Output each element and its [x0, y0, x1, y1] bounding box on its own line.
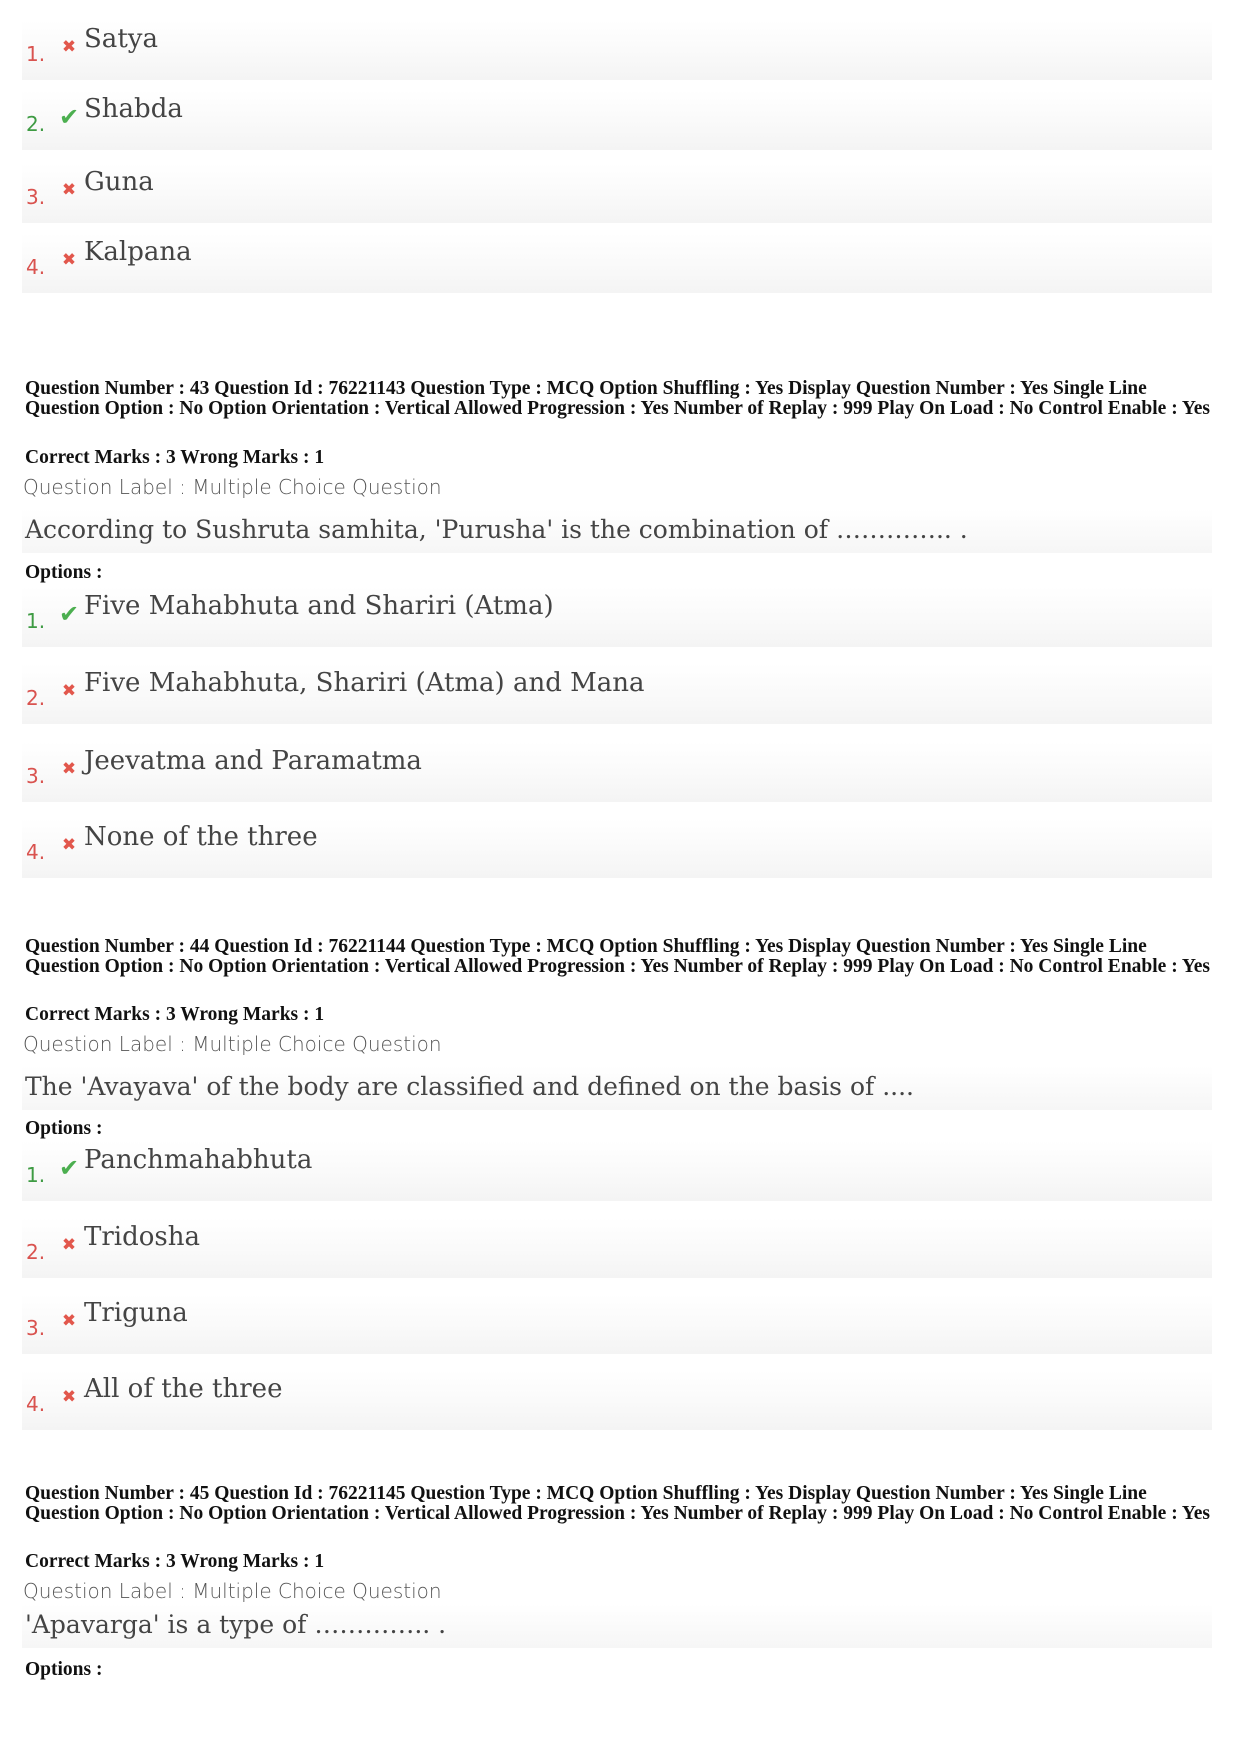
option-number: 1.	[26, 1163, 46, 1187]
option-row	[22, 818, 1212, 878]
option-number: 3.	[26, 1316, 46, 1340]
option-row	[22, 742, 1212, 802]
option-row	[22, 1218, 1212, 1278]
question-label: Question Label : Multiple Choice Question	[23, 1579, 442, 1603]
option-number: 2.	[26, 686, 46, 710]
cross-icon: ✖	[61, 759, 77, 779]
option-text: Triguna	[84, 1298, 188, 1328]
option-number: 4.	[26, 255, 46, 279]
option-row	[22, 1370, 1212, 1430]
option-row	[22, 233, 1212, 293]
question-text: The 'Avayava' of the body are classified and defined on the basis of ....	[25, 1072, 914, 1101]
options-label: Options :	[25, 1659, 103, 1680]
cross-icon: ✖	[61, 1387, 77, 1407]
cross-icon: ✖	[61, 835, 77, 855]
question-text-box	[22, 1604, 1212, 1648]
option-number: 1.	[26, 609, 46, 633]
option-number: 3.	[26, 764, 46, 788]
option-row	[22, 587, 1212, 647]
question-text: 'Apavarga' is a type of ………….. .	[25, 1610, 447, 1639]
option-text: Satya	[84, 24, 158, 54]
option-text: Five Mahabhuta and Shariri (Atma)	[84, 591, 554, 621]
check-icon: ✔	[58, 600, 80, 628]
question-meta: Question Number : 44 Question Id : 76221144 Question Type : MCQ Option Shuffling : Yes Display Question Number : Yes Single Line Question Option : No Option Orientation : Vertical Allowed Progression : Yes Number of Replay : 999 Play On Load : No Control Enable : Yes	[25, 936, 1211, 977]
option-number: 4.	[26, 840, 46, 864]
option-row	[22, 20, 1212, 80]
question-marks: Correct Marks : 3 Wrong Marks : 1	[25, 1551, 325, 1572]
option-text: Jeevatma and Paramatma	[84, 746, 422, 776]
option-row	[22, 664, 1212, 724]
option-number: 1.	[26, 42, 46, 66]
check-icon: ✔	[58, 103, 80, 131]
options-label: Options :	[25, 562, 103, 583]
cross-icon: ✖	[61, 250, 77, 270]
option-text: All of the three	[84, 1374, 283, 1404]
option-text: Five Mahabhuta, Shariri (Atma) and Mana	[84, 668, 645, 698]
cross-icon: ✖	[61, 37, 77, 57]
question-meta: Question Number : 45 Question Id : 76221145 Question Type : MCQ Option Shuffling : Yes Display Question Number : Yes Single Line Question Option : No Option Orientation : Vertical Allowed Progression : Yes Number of Replay : 999 Play On Load : No Control Enable : Yes	[25, 1483, 1211, 1524]
question-text-box	[22, 509, 1212, 553]
option-number: 3.	[26, 185, 46, 209]
option-text: Kalpana	[84, 237, 192, 267]
option-number: 4.	[26, 1392, 46, 1416]
option-number: 2.	[26, 1240, 46, 1264]
question-text-box	[22, 1066, 1212, 1110]
options-label: Options :	[25, 1118, 103, 1139]
option-text: Tridosha	[84, 1222, 200, 1252]
cross-icon: ✖	[61, 180, 77, 200]
check-icon: ✔	[58, 1154, 80, 1182]
cross-icon: ✖	[61, 1311, 77, 1331]
question-label: Question Label : Multiple Choice Question	[23, 475, 442, 499]
question-marks: Correct Marks : 3 Wrong Marks : 1	[25, 1004, 325, 1025]
question-marks: Correct Marks : 3 Wrong Marks : 1	[25, 447, 325, 468]
option-row	[22, 90, 1212, 150]
option-text: Guna	[84, 167, 154, 197]
option-number: 2.	[26, 112, 46, 136]
option-row	[22, 1141, 1212, 1201]
question-meta: Question Number : 43 Question Id : 76221143 Question Type : MCQ Option Shuffling : Yes Display Question Number : Yes Single Line Question Option : No Option Orientation : Vertical Allowed Progression : Yes Number of Replay : 999 Play On Load : No Control Enable : Yes	[25, 378, 1211, 419]
cross-icon: ✖	[61, 1235, 77, 1255]
cross-icon: ✖	[61, 681, 77, 701]
option-text: None of the three	[84, 822, 318, 852]
option-text: Panchmahabhuta	[84, 1145, 313, 1175]
option-row	[22, 1294, 1212, 1354]
question-label: Question Label : Multiple Choice Question	[23, 1032, 442, 1056]
option-text: Shabda	[84, 94, 183, 124]
option-row	[22, 163, 1212, 223]
question-text: According to Sushruta samhita, 'Purusha' is the combination of ………….. .	[25, 515, 968, 544]
